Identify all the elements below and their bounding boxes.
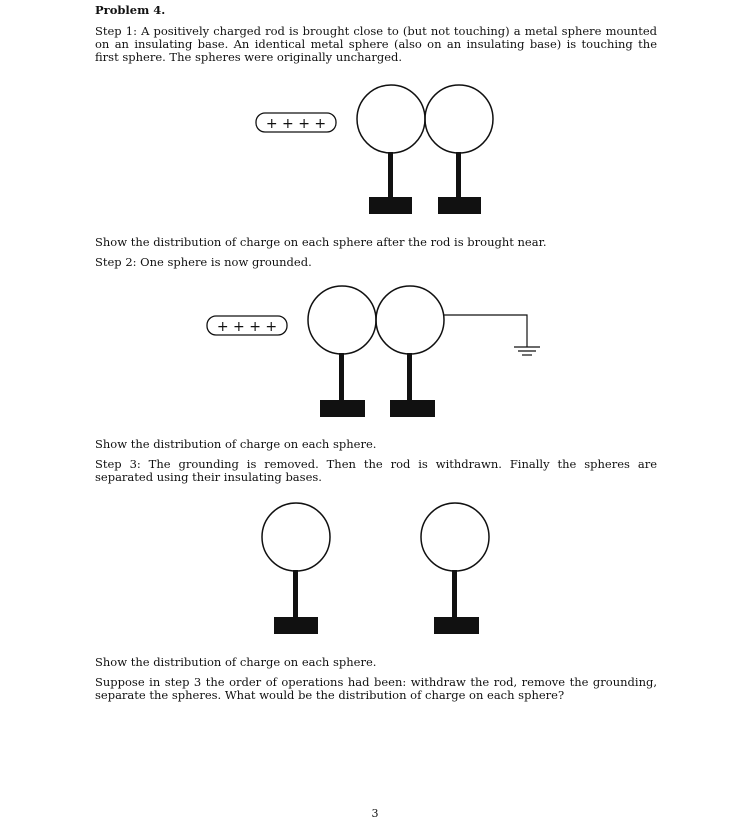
step-2-text: Step 2: One sphere is now grounded.	[95, 255, 312, 269]
sphere-right-3	[421, 503, 489, 634]
sphere-left-3	[262, 503, 330, 634]
rod-charges-2: + + + +	[216, 319, 278, 335]
final-question-text: Suppose in step 3 the order of operations had been: withdraw the rod, remove the grounding, separate the spheres. What would be the distribution of charge on each sphere?	[95, 675, 657, 702]
problem-title: Problem 4.	[95, 3, 166, 17]
question-1-text: Show the distribution of charge on each sphere after the rod is brought near.	[95, 235, 547, 249]
rod-charges-1: + + + +	[265, 116, 327, 132]
question-2-text: Show the distribution of charge on each sphere.	[95, 437, 377, 451]
question-3-text: Show the distribution of charge on each sphere.	[95, 655, 377, 669]
step-1-text: Step 1: A positively charged rod is brought close to (but not touching) a metal sphere mounted on an insulating base. An identical metal sphere (also on an insulating base) is touching the first sphere. The spheres were originally uncharged.	[95, 24, 657, 64]
step-3-text: Step 3: The grounding is removed. Then the rod is withdrawn. Finally the spheres are separated using their insulating bases.	[95, 457, 657, 484]
page-number: 3	[371, 807, 379, 820]
